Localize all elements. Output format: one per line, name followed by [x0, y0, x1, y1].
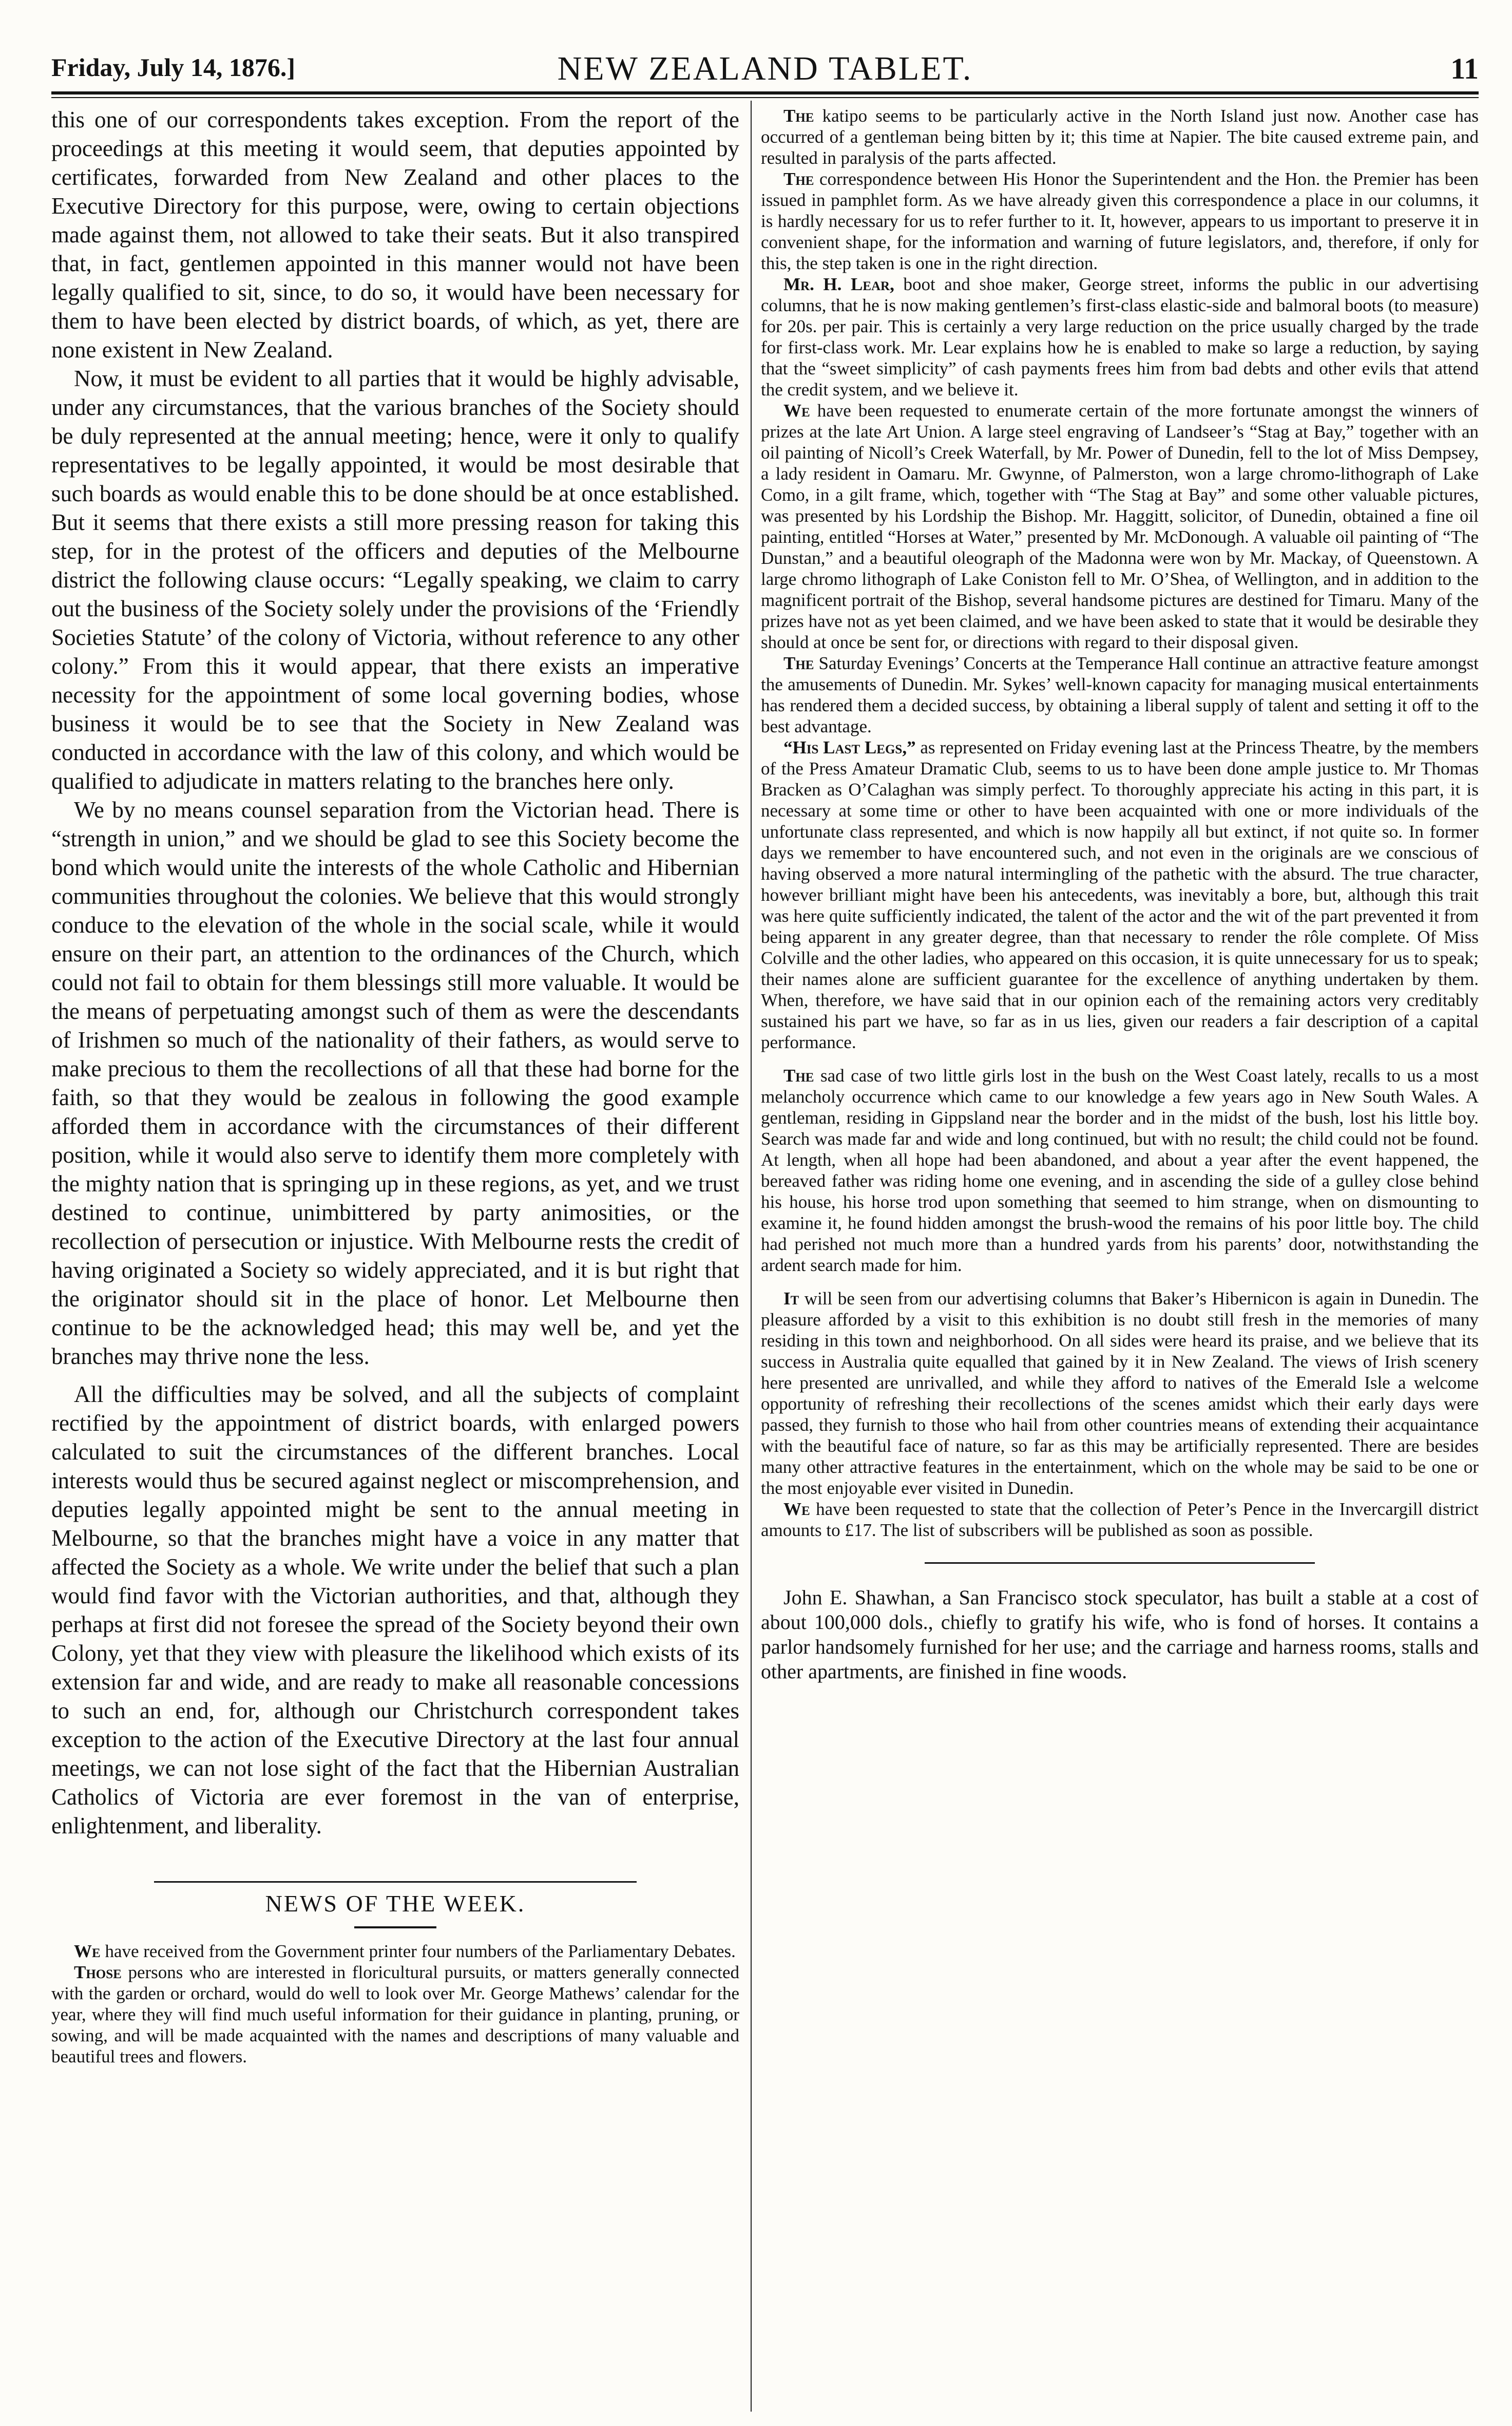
news-item-lead: Those: [74, 1962, 122, 1982]
news-item-lead: We: [783, 1499, 810, 1519]
news-of-the-week-heading: [154, 1881, 637, 1928]
news-item: [761, 400, 1479, 653]
news-item-lead: The: [783, 169, 814, 189]
news-item: [51, 1962, 739, 2067]
header-rule-thin: [51, 97, 1479, 98]
news-item-text: katipo seems to be particularly active in the North Island just now. Another case has occurred of a gentleman being bitten by it; this time at Napier. The bite caused extreme pain, and resulted in paralysis of the parts affected.: [761, 106, 1479, 168]
news-item: [761, 105, 1479, 168]
news-item-text: will be seen from our advertising columns that Baker’s Hibernicon is again in Dunedin. The pleasure afforded by a visit to this exhibition is no doubt still fresh in the memories of many residing in this town and neighborhood. On all sides were heard its praise, and we believe that its success in Australia quite equalled that gained by it in New Zealand. The views of Irish scenery here presented are unrivalled, and while they afford to natives of the Emerald Isle a welcome opportunity of refreshing their recollections of the scenes amidst which their early days were passed, they furnish to those who hail from other countries means of extending their acquaintance with the beautiful face of nature, so far as this may be artificially represented. There are besides many other attractive features in the entertainment, which on the whole may be said to be one or the most enjoyable ever visited in Dunedin.: [761, 1288, 1479, 1498]
news-item: [761, 1499, 1479, 1541]
article-paragraph: Now, it must be evident to all parties that it would be highly advisable, under any circumstances, that the various branches of the Society should be duly represented at the annual meeting; hence, were it only to qualify representatives to be legally appointed, it would be most desirable that such boards as would enable this to be done should be at once established. But it seems that there exists a still more pressing reason for taking this step, for in the protest of the officers and deputies of the Melbourne district the following clause occurs: “Legally speaking, we claim to carry out the business of the Society solely under the provisions of the ‘Friendly Societies Statute’ of the colony of Victoria, without reference to any other colony.” From this it would appear, that there exists an imperative necessity for the appointment of some local governing bodies, whose business it would be to see that the Society in New Zealand was conducted in accordance with the law of this colony, and which would be qualified to adjudicate in matters relating to the branches here only.: [51, 366, 739, 794]
news-item: [51, 1941, 739, 1962]
news-item: [761, 737, 1479, 1053]
news-item: [761, 653, 1479, 737]
news-item-lead: “His Last Legs,”: [783, 737, 916, 757]
section-separator: [925, 1562, 1315, 1564]
article-paragraph: All the difficulties may be solved, and all the subjects of complaint rectified by the appointment of district boards, with enlarged powers calculated to suit the circumstances of the different branches. Local interests would thus be secured against neglect or miscomprehension, and deputies legally appointed might be sent to the annual meeting in Melbourne, so that the branches might have a voice in any matter that affected the Society as a whole. We write under the belief that such a plan would find favor with the Victorian authorities, and that, although they perhaps at first did not foresee the spread of the Society beyond their own Colony, yet that they view with pleasure the likelihood which exists of its extension far and wide, and are ready to make all reasonable concessions to such an end, for, although our Christchurch correspondent takes exception to the action of the Executive Directory at the last four annual meetings, we can not lose sight of the fact that the Hibernian Australian Catholics of Victoria are ever foremost in the van of enterprise, enlightenment, and liberality.: [51, 1381, 739, 1839]
header-rule-thick: [51, 91, 1479, 94]
news-item-lead: The: [783, 1066, 814, 1086]
column-divider: [751, 101, 752, 2412]
newspaper-title: NEW ZEALAND TABLET.: [557, 50, 973, 87]
news-item-lead: We: [74, 1941, 101, 1961]
news-item-text: have received from the Government printer four numbers of the Parliamentary Debates.: [100, 1941, 736, 1961]
news-item-text: have been requested to state that the collection of Peter’s Pence in the Invercargill district amounts to £17. The list of subscribers will be published as soon as possible.: [761, 1499, 1479, 1540]
news-item-lead: The: [783, 106, 814, 126]
issue-date: Friday, July 14, 1876.]: [51, 53, 296, 82]
news-item: [761, 274, 1479, 400]
masthead: [51, 49, 1479, 90]
news-item-text: boot and shoe maker, George street, informs the public in our advertising columns, that he is now making gentlemen’s first-class elastic-side and balmoral boots (to measure) for 20s. per pair. This is certainly a very large reduction on the price usually charged by the trade for first-class work. Mr. Lear explains how he is enabled to make so large a reduction, by saying that the “sweet simplicity” of cash payments frees him from bad debts and other evils that attend the credit system, and we believe it.: [761, 274, 1479, 400]
news-item-lead: It: [783, 1288, 799, 1309]
news-item: [761, 168, 1479, 274]
news-item: John E. Shawhan, a San Francisco stock speculator, has built a stable at a cost of about 100,000 dols., chiefly to gratify his wife, who is fond of horses. It contains a parlor handsomely furnished for her use; and the carriage and harness rooms, stalls and other apartments, are finished in fine woods.: [761, 1586, 1479, 1683]
article-paragraph: this one of our correspondents takes exception. From the report of the proceedings at this meeting it would seem, that deputies appointed by certificates, forwarded from New Zealand and other places to the Executive Directory for this purpose, were, owing to certain objections made against them, not allowed to take their seats. But it also transpired that, in fact, gentlemen appointed in this manner would not have been legally qualified to sit, since, to do so, it would have been necessary for them to have been elected by district boards, of which, as yet, there are none existent in New Zealand.: [51, 107, 739, 363]
news-item-text: Saturday Evenings’ Concerts at the Temperance Hall continue an attractive feature amongst the amusements of Dunedin. Mr. Sykes’ well-known capacity for managing musical entertainments has rendered them a decided success, by obtaining a liberal supply of talent and setting it off to the best advantage.: [761, 653, 1479, 736]
news-item-text: have been requested to enumerate certain of the more fortunate amongst the winners of prizes at the late Art Union. A large steel engraving of Landseer’s “Stag at Bay,” together with an oil painting of Nicoll’s Creek Waterfall, by Mr. Power of Dunedin, fell to the lot of Miss Dempsey, a lady resident in Oamaru. Mr. Gwynne, of Palmerston, won a large chromo-lithograph of Lake Como, in a gilt frame, which, together with “The Stag at Bay” and some other valuable pictures, was presented by his Lordship the Bishop. Mr. Haggitt, solicitor, of Dunedin, obtained a fine oil painting, entitled “Horses at Water,” presented by Mr. McDonough. A valuable oil painting of “The Dunstan,” and a beautiful oleograph of the Madonna were won by Mr. Mackay, of Queenstown. A large chromo lithograph of Lake Coniston fell to Mr. O’Shea, of Wellington, and in addition to the magnificent portrait of the Bishop, several handsome pictures are destined for Timaru. Many of the prizes have not as yet been claimed, and we have been asked to state that it would be desirable they should at once be sent for, or directions with regard to their disposal given.: [761, 401, 1479, 652]
news-item-lead: The: [783, 653, 814, 673]
section-title: NEWS OF THE WEEK.: [265, 1890, 526, 1917]
news-item: [761, 1065, 1479, 1276]
page-number: 11: [1450, 52, 1479, 85]
news-item-lead: We: [783, 401, 810, 421]
right-column: [761, 105, 1479, 1684]
news-item-lead: Mr. H. Lear,: [783, 274, 894, 294]
news-item-text: correspondence between His Honor the Superintendent and the Hon. the Premier has been issued in pamphlet form. As we have already given this correspondence a place in our columns, it is hardly necessary for us to refer further to it. It, however, appears to us important to preserve it in convenient shape, for the information and warning of future legislators, and, therefore, if only for this, the step taken is one in the right direction.: [761, 169, 1479, 273]
news-item-text: as represented on Friday evening last at the Princess Theatre, by the members of the Press Amateur Dramatic Club, seems to us to have been done ample justice to. Mr Thomas Bracken as O’Calaghan was simply perfect. To thoroughly appreciate his acting in this part, it is necessary at some time or other to have been acquainted with one or more individuals of the unfortunate class represented, and which is now happily all but extinct, if not quite so. In former days we remember to have encountered such, and not even in the originals are we conscious of having observed a more natural intermingling of the pathetic with the absurd. The true character, however brilliant might have been his antecedents, was inevitably a bore, but, although this trait was here quite sufficiently indicated, the talent of the actor and the wit of the part prevented it from being apparent in any greater degree, than that necessary to render the rôle complete. Of Miss Colville and the other ladies, who appeared on this occasion, it is quite unnecessary for us to speak; their names alone are sufficient guarantee for the excellence of anything undertaken by them. When, therefore, we have said that in our opinion each of the remaining actors very creditably sustained his part we have, so far as in us lies, given our readers a fair description of a capital performance.: [761, 737, 1479, 1052]
article-paragraph: We by no means counsel separation from the Victorian head. There is “strength in union,” and we should be glad to see this Society become the bond which would unite the interests of the whole Catholic and Hibernian communities throughout the colonies. We believe that this would strongly conduce to the elevation of the whole in the social scale, while it would ensure on their part, an attention to the ordinances of the Church, which could not fail to obtain for them blessings still more valuable. It would be the means of perpetuating amongst such of them as were the descendants of Irishmen so much of the nationality of their fathers, as would serve to make precious to them the recollections of all that these had borne for the faith, so that they would be zealous in following the good example afforded them in accordance with the circumstances of their different position, while it would also serve to identify them more completely with the mighty nation that is springing up in these regions, as yet, and we trust destined to continue, unimbittered by party animosities, or the recollection of persecution or injustice. With Melbourne rests the credit of having originated a Society so widely appreciated, and it is but right that the originator should sit in the place of honor. Let Melbourne then continue to be the acknowledged head; this may well be, and yet the branches may thrive none the less.: [51, 797, 739, 1369]
news-item-text: sad case of two little girls lost in the bush on the West Coast lately, recalls to us a most melancholy occurrence which came to our knowledge a few years ago in New South Wales. A gentleman, residing in Gippsland near the border and in the midst of the bush, lost his little boy. Search was made far and wide and long continued, but with no result; the child could not be found. At length, when all hope had been abandoned, and about a year after the event happened, the bereaved father was riding home one evening, and in ascending the side of a gulley close behind his house, his horse trod upon something that seemed to him strange, when on dismounting to examine it, he found hidden amongst the brush-wood the remains of his poor little boy. The child had perished not much more than a hundred yards from his parents’ door, notwithstanding the ardent search made for him.: [761, 1066, 1479, 1275]
left-column: [51, 105, 739, 2067]
news-item-text: persons who are interested in floricultural pursuits, or matters generally connected with the garden or orchard, would do well to look over Mr. George Mathews’ calendar for the year, where they will find much useful information for their guidance in planting, pruning, or sowing, and will be made acquainted with the names and descriptions of many valuable and beautiful trees and flowers.: [51, 1962, 739, 2067]
heading-ornament: [354, 1926, 436, 1928]
news-item: [761, 1288, 1479, 1499]
